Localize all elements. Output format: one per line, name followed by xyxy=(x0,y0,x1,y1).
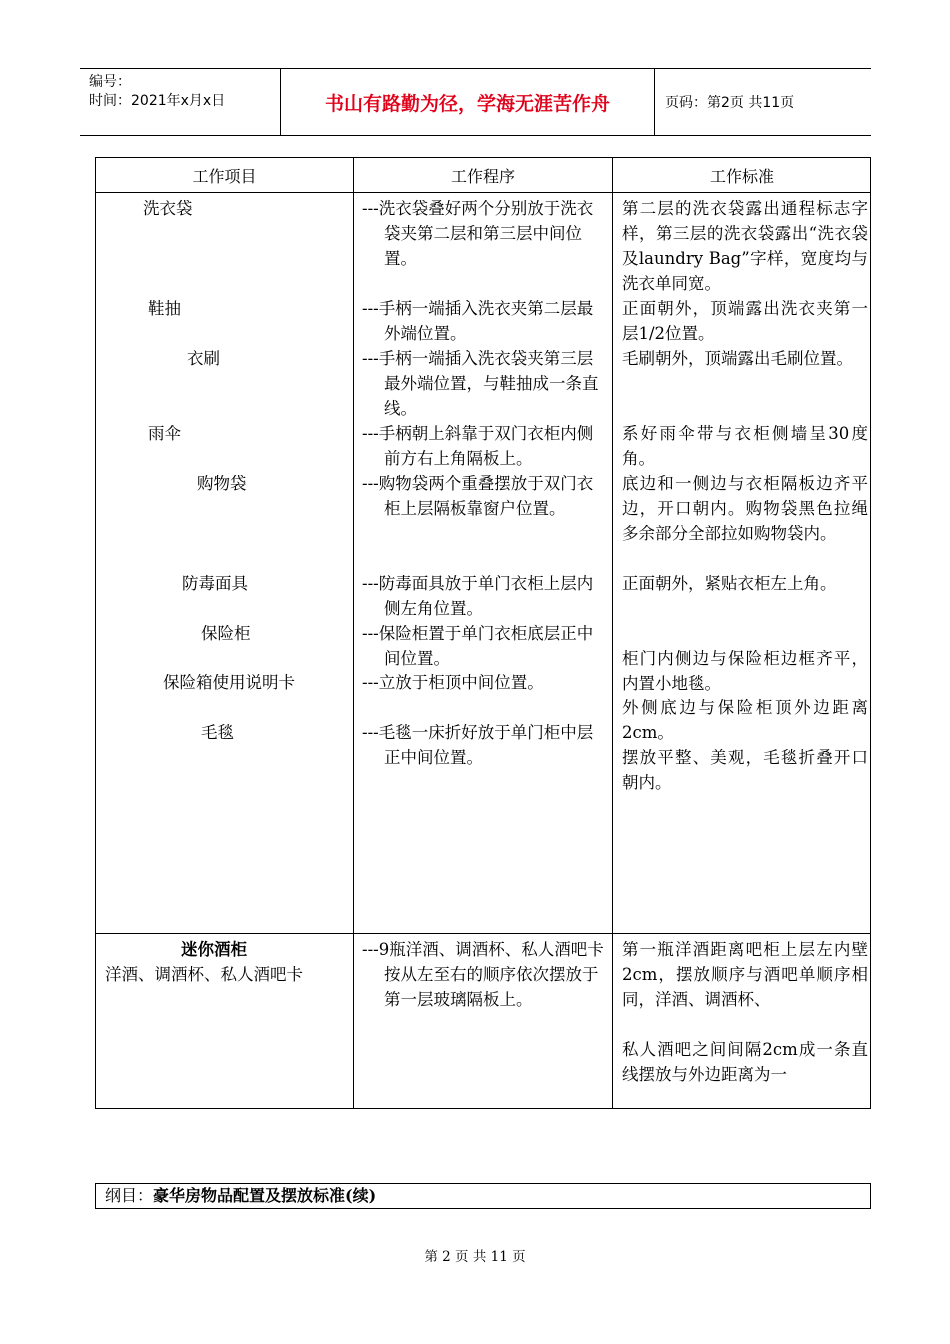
standard-minibar-1: 第一瓶洋酒距离吧柜上层左内壁2cm，摆放顺序与酒吧单顺序相同，洋酒、调酒杯、 xyxy=(622,940,868,1009)
step-clothes-brush: ---手柄一端插入洗衣袋夹第三层最外端位置，与鞋抽成一条直线。 xyxy=(362,349,599,418)
step-laundry-bag: ---洗衣袋叠好两个分别放于洗衣袋夹第二层和第三层中间位置。 xyxy=(362,199,594,268)
outline-title: 豪华房物品配置及摆放标准(续) xyxy=(153,1186,377,1205)
step-gas-mask: ---防毒面具放于单门衣柜上层内侧左角位置。 xyxy=(362,574,594,618)
step-minibar: ---9瓶洋酒、调酒杯、私人酒吧卡按从左至右的顺序依次摆放于第一层玻璃隔板上。 xyxy=(362,940,604,1009)
standard-clothes-brush: 毛刷朝外，顶端露出毛刷位置。 xyxy=(622,349,853,368)
standard-laundry-bag: 第二层的洗衣袋露出通程标志字样，第三层的洗衣袋露出“洗衣袋及laundry Bag”字样，宽度均与洗衣单同宽。 xyxy=(622,199,868,293)
item-shoehorn: 鞋抽 xyxy=(148,299,181,318)
step-blanket: ---毛毯一床折好放于单门柜中层正中间位置。 xyxy=(362,723,594,767)
standard-shoehorn: 正面朝外，顶端露出洗衣夹第一层1/2位置。 xyxy=(622,299,868,343)
time-label: 时间：2021年x月x日 xyxy=(89,93,226,109)
item-laundry-bag: 洗衣袋 xyxy=(143,199,193,218)
outline-label: 纲目： xyxy=(105,1186,154,1205)
item-blanket: 毛毯 xyxy=(201,723,234,742)
header-motto: 书山有路勤为径，学海无涯苦作舟 xyxy=(281,69,655,135)
step-shopping-bag: ---购物袋两个重叠摆放于双门衣柜上层隔板靠窗户位置。 xyxy=(362,474,594,518)
standard-safe: 柜门内侧边与保险柜边框齐平，内置小地毯。 xyxy=(622,649,868,693)
item-gas-mask: 防毒面具 xyxy=(182,574,248,593)
item-safe-instruction-card: 保险箱使用说明卡 xyxy=(163,673,295,692)
document-header xyxy=(80,68,871,136)
row-divider xyxy=(96,933,870,934)
section-outline xyxy=(95,1183,871,1209)
standard-umbrella: 系好雨伞带与衣柜侧墙呈30度角。 xyxy=(622,424,868,468)
standard-safe-instruction-card: 外侧底边与保险柜顶外边距离2cm。 xyxy=(622,698,868,742)
header-row-divider xyxy=(96,192,870,193)
item-umbrella: 雨伞 xyxy=(148,424,181,443)
standard-blanket: 摆放平整、美观，毛毯折叠开口朝内。 xyxy=(622,748,868,792)
column-header-procedure: 工作程序 xyxy=(450,166,515,186)
step-safe-instruction-card: ---立放于柜顶中间位置。 xyxy=(362,673,544,692)
column-divider xyxy=(612,158,613,1108)
standard-gas-mask: 正面朝外，紧贴衣柜左上角。 xyxy=(622,574,837,593)
minibar-title: 迷你酒柜 xyxy=(181,940,247,959)
column-divider xyxy=(353,158,354,1108)
column-header-item: 工作项目 xyxy=(192,166,257,186)
header-meta xyxy=(80,69,281,135)
item-safe: 保险柜 xyxy=(201,624,251,643)
header-page-info: 页码：第2页 共11页 xyxy=(665,95,795,111)
column-header-standard: 工作标准 xyxy=(709,166,774,186)
standard-minibar-2: 私人酒吧之间间隔2cm成一条直线摆放与外边距离为一 xyxy=(622,1040,868,1084)
item-minibar: 洋酒、调酒杯、私人酒吧卡 xyxy=(105,965,303,984)
standard-shopping-bag: 底边和一侧边与衣柜隔板边齐平边，开口朝内。购物袋黑色拉绳多余部分全部拉如购物袋内。 xyxy=(622,474,868,543)
item-shopping-bag: 购物袋 xyxy=(197,474,247,493)
item-clothes-brush: 衣刷 xyxy=(187,349,220,368)
step-umbrella: ---手柄朝上斜靠于双门衣柜内侧前方右上角隔板上。 xyxy=(362,424,594,468)
step-safe: ---保险柜置于单门衣柜底层正中间位置。 xyxy=(362,624,594,668)
number-label: 编号： xyxy=(89,74,131,90)
step-shoehorn: ---手柄一端插入洗衣夹第二层最外端位置。 xyxy=(362,299,594,343)
page-footer: 第 2 页 共 11 页 xyxy=(424,1249,526,1265)
placement-standard-table xyxy=(95,157,871,1109)
